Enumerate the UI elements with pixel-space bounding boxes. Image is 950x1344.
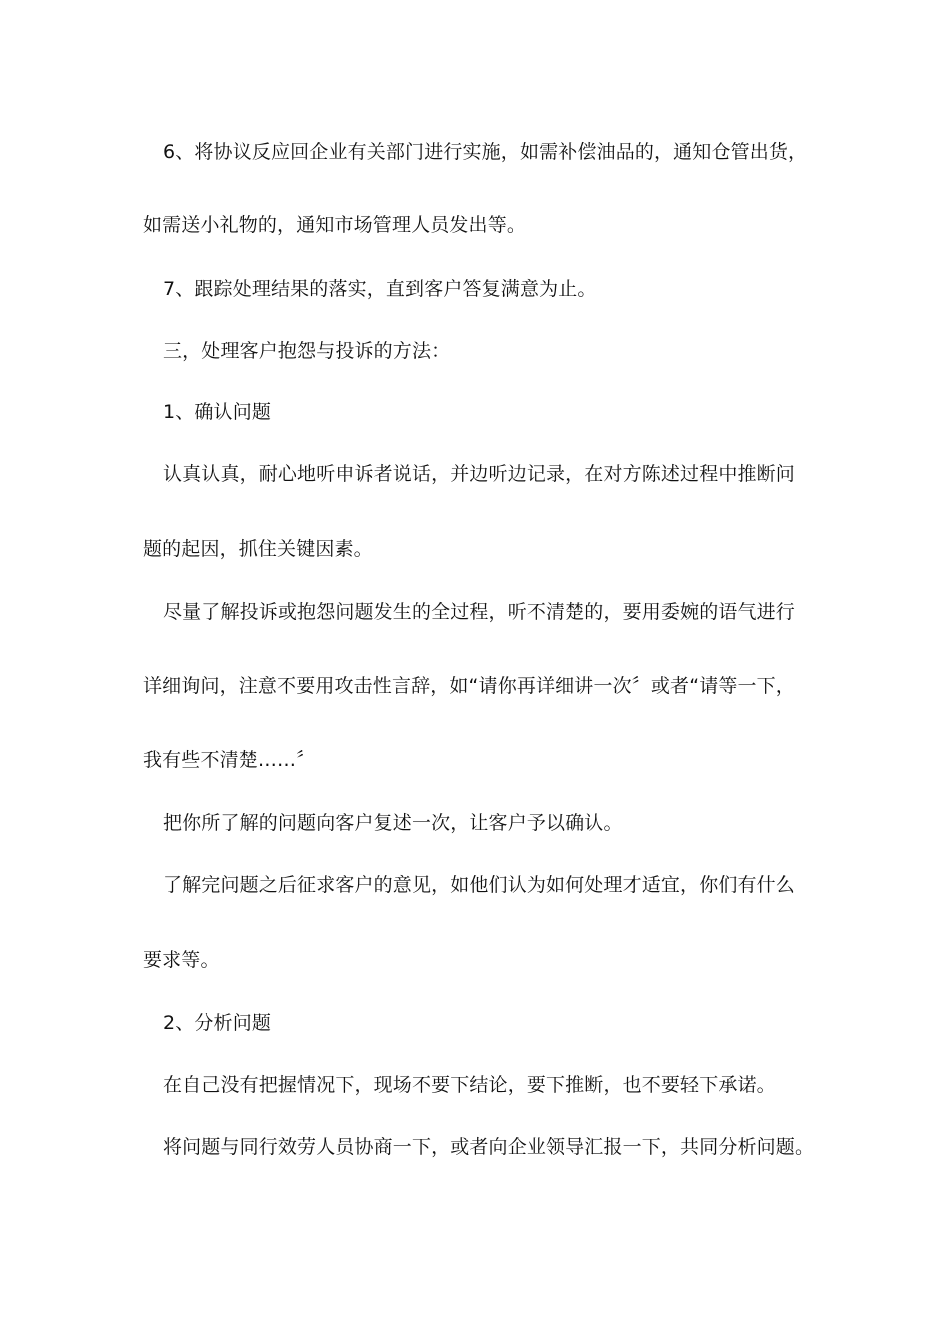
- paragraph-line-8: 尽量了解投诉或抱怨问题发生的全过程，听不清楚的，要用委婉的语气进行: [163, 601, 795, 623]
- paragraph-line-6: 认真认真，耐心地听申诉者说话，并边听边记录，在对方陈述过程中推断问: [163, 463, 795, 485]
- paragraph-line-12: 了解完问题之后征求客户的意见，如他们认为如何处理才适宜，你们有什么: [163, 874, 795, 896]
- paragraph-line-11: 把你所了解的问题向客户复述一次，让客户予以确认。: [163, 812, 623, 834]
- paragraph-line-15: 在自己没有把握情况下，现场不要下结论，要下推断，也不要轻下承诺。: [163, 1074, 776, 1096]
- subheading-analyze-problem: 2、分析问题: [163, 1012, 271, 1034]
- paragraph-line-2: 如需送小礼物的，通知市场管理人员发出等。: [143, 214, 527, 236]
- paragraph-line-13: 要求等。: [143, 949, 220, 971]
- paragraph-line-9: 详细询问，注意不要用攻击性言辞，如“请你再详细讲一次〞或者“请等一下，: [143, 675, 795, 697]
- paragraph-line-3: 7、跟踪处理结果的落实，直到客户答复满意为止。: [163, 278, 597, 300]
- paragraph-line-10: 我有些不清楚……〞: [143, 749, 316, 771]
- section-heading: 三，处理客户抱怨与投诉的方法：: [163, 340, 451, 362]
- paragraph-line-7: 题的起因，抓住关键因素。: [143, 538, 373, 560]
- paragraph-line-1: 6、将协议反应回企业有关部门进行实施，如需补偿油品的，通知仓管出货，: [163, 141, 808, 163]
- paragraph-line-16: 将问题与同行效劳人员协商一下，或者向企业领导汇报一下，共同分析问题。: [163, 1136, 815, 1158]
- subheading-confirm-problem: 1、确认问题: [163, 401, 271, 423]
